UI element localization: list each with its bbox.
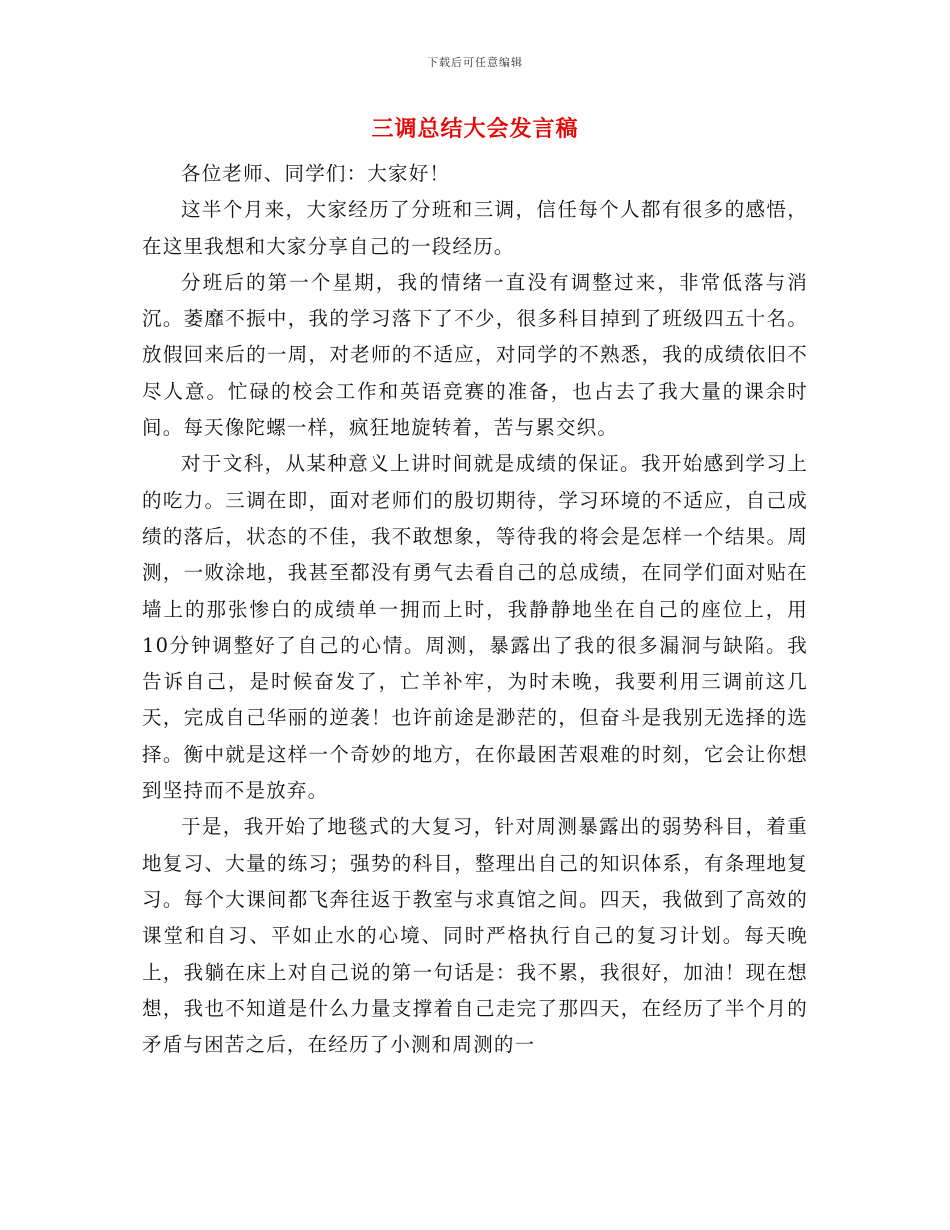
- paragraph-greeting: 各位老师、同学们：大家好！: [181, 162, 451, 185]
- document-body: [142, 156, 808, 1063]
- paragraph: 对于文科，从某种意义上讲时间就是成绩的保证。我开始感到学习上的吃力。三调在即，面对老师们的殷切期待，学习环境的不适应，自己成绩的落后，状态的不佳，我不敢想象，等待我的将会是怎样一个结果。周测，一败涂地，我甚至都没有勇气去看自己的总成绩，在同学们面对贴在墙上的那张惨白的成绩单一拥而上时，我静静地坐在自己的座位上，用10分钟调整好了自己的心情。周测，暴露出了我的很多漏洞与缺陷。我告诉自己，是时候奋发了，亡羊补牢，为时未晚，我要利用三调前这几天，完成自己华丽的逆袭！也许前途是渺茫的，但奋斗是我别无选择的选择。衡中就是这样一个奇妙的地方，在你最困苦艰难的时刻，它会让你想到坚持而不是放弃。: [142, 452, 808, 803]
- paragraph: 这半个月来，大家经历了分班和三调，信任每个人都有很多的感悟，在这里我想和大家分享自己的一段经历。: [142, 198, 808, 258]
- paragraph: 于是，我开始了地毯式的大复习，针对周测暴露出的弱势科目，着重地复习、大量的练习；强势的科目，整理出自己的知识体系，有条理地复习。每个大课间都飞奔往返于教室与求真馆之间。四天，我做到了高效的课堂和自习、平如止水的心境、同时严格执行自己的复习计划。每天晚上，我躺在床上对自己说的第一句话是：我不累，我很好，加油！现在想想，我也不知道是什么力量支撑着自己走完了那四天，在经历了半个月的矛盾与困苦之后，在经历了小测和周测的一: [142, 815, 808, 1057]
- document-title: 三调总结大会发言稿: [371, 116, 579, 142]
- header-note: 下载后可任意编辑: [427, 56, 523, 69]
- paragraph: 分班后的第一个星期，我的情绪一直没有调整过来，非常低落与消沉。萎靡不振中，我的学习落下了不少，很多科目掉到了班级四五十名。放假回来后的一周，对老师的不适应，对同学的不熟悉，我的成绩依旧不尽人意。忙碌的校会工作和英语竞赛的准备，也占去了我大量的课余时间。每天像陀螺一样，疯狂地旋转着，苦与累交织。: [142, 270, 808, 440]
